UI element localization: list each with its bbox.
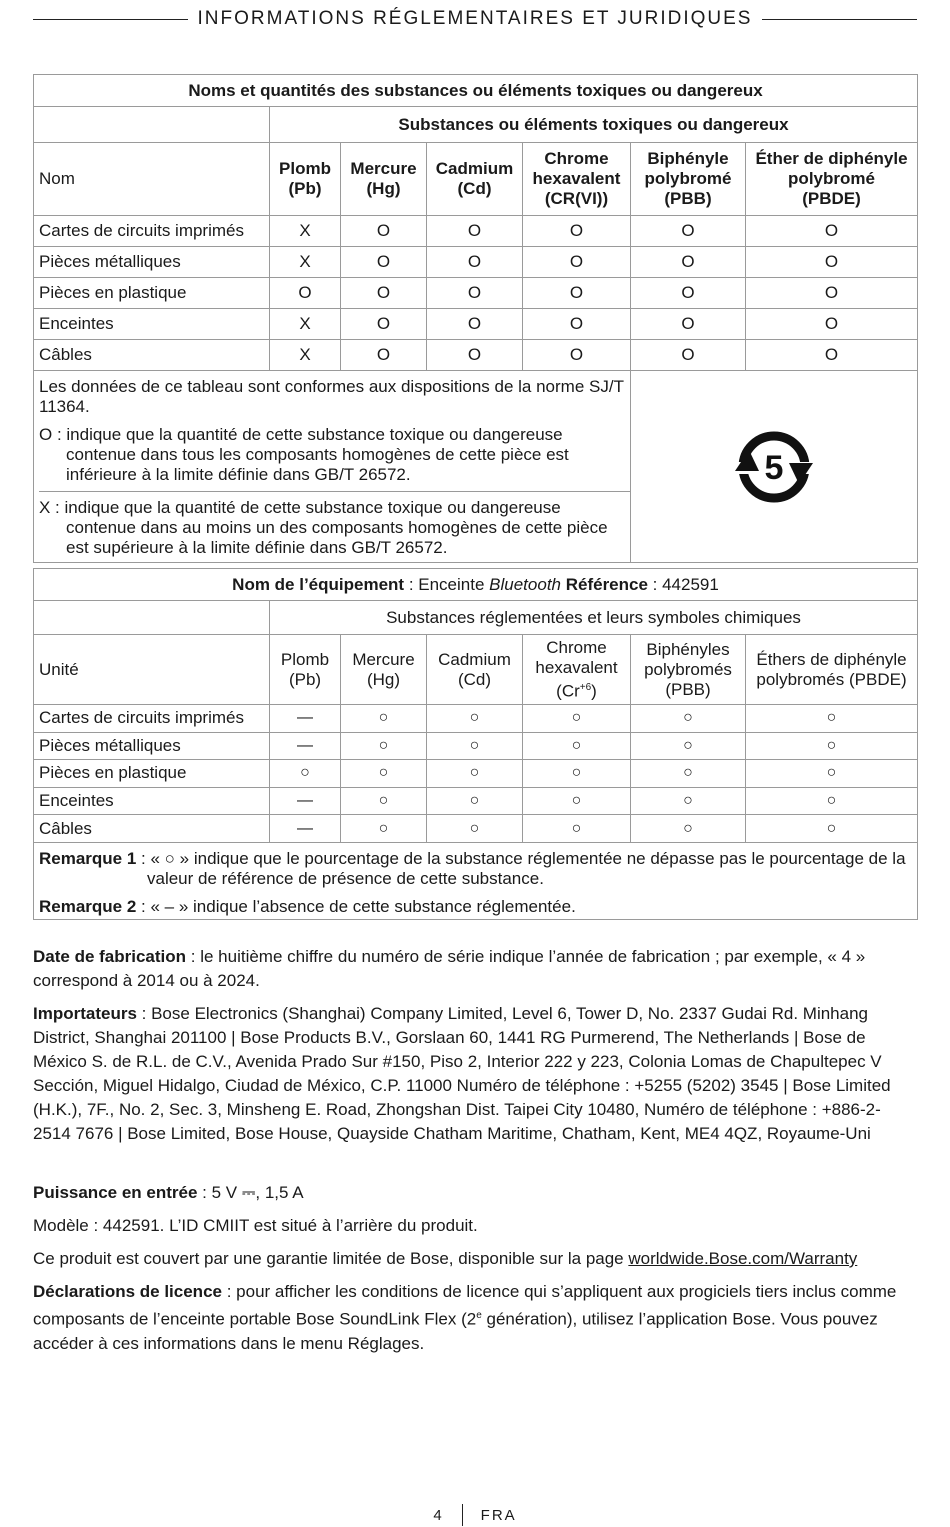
row-value: ○ bbox=[270, 760, 341, 788]
table1-col-header bbox=[270, 143, 341, 216]
col-header-line: Éther de diphényle bbox=[755, 149, 908, 168]
manufacture-date-text: : le huitième chiffre du numéro de série indique l’année de fabrication ; par exemple, « 4 » correspond à 2014 ou à 2024. bbox=[33, 947, 866, 990]
header-rule-left bbox=[33, 19, 188, 20]
table-row bbox=[34, 340, 918, 371]
importers-label: Importateurs bbox=[33, 1004, 137, 1023]
row-value: O bbox=[746, 278, 918, 309]
row-value: O bbox=[746, 309, 918, 340]
row-value: O bbox=[631, 247, 746, 278]
row-value: — bbox=[270, 787, 341, 815]
row-value: O bbox=[270, 278, 341, 309]
row-value: ○ bbox=[746, 815, 918, 843]
epup-logo-cell bbox=[631, 371, 918, 563]
row-value: X bbox=[270, 216, 341, 247]
row-value: O bbox=[427, 278, 523, 309]
page-header bbox=[33, 6, 917, 32]
table1-empty-cell bbox=[34, 107, 270, 143]
row-value: O bbox=[341, 278, 427, 309]
page-number: 4 bbox=[433, 1506, 444, 1524]
row-name: Câbles bbox=[34, 340, 270, 371]
table2-col-header bbox=[341, 635, 427, 705]
row-value: O bbox=[631, 309, 746, 340]
table1-col-header bbox=[746, 143, 918, 216]
row-value: — bbox=[270, 705, 341, 733]
remark-2-text: : « – » indique l’absence de cette substance réglementée. bbox=[136, 896, 576, 916]
power-label: Puissance en entrée bbox=[33, 1183, 198, 1202]
reference-value: : 442591 bbox=[647, 574, 719, 594]
row-value: ○ bbox=[746, 787, 918, 815]
row-value: — bbox=[270, 732, 341, 760]
row-value: ○ bbox=[341, 732, 427, 760]
col-header-line: Mercure bbox=[350, 159, 417, 178]
row-value: ○ bbox=[746, 760, 918, 788]
footer-separator bbox=[462, 1504, 463, 1526]
manufacture-date-label: Date de fabrication bbox=[33, 947, 187, 966]
row-value: O bbox=[427, 247, 523, 278]
col-header-line: (PBDE) bbox=[802, 189, 861, 208]
col-header-line: Plomb bbox=[280, 649, 330, 669]
col-header-line: Éthers de diphényle bbox=[756, 649, 907, 669]
row-name: Pièces métalliques bbox=[34, 732, 270, 760]
remark-1 bbox=[39, 849, 912, 889]
table-row bbox=[34, 309, 918, 340]
remark-1-text: : « ○ » indique que le pourcentage de la substance réglementée ne dépasse pas le pourcentage de la valeur de référence de présence de cette substance. bbox=[136, 848, 906, 888]
page-footer bbox=[0, 1503, 950, 1527]
col-header-line: polybromé bbox=[644, 169, 732, 188]
col-header-line: Cadmium bbox=[438, 649, 511, 669]
col-header-line: polybromés bbox=[644, 659, 732, 679]
row-value: ○ bbox=[341, 787, 427, 815]
row-name: Pièces en plastique bbox=[34, 278, 270, 309]
table1-title: Noms et quantités des substances ou éléments toxiques ou dangereux bbox=[34, 75, 918, 107]
row-value: O bbox=[523, 309, 631, 340]
table2-col-header bbox=[270, 635, 341, 705]
col-header-line: (PBB) bbox=[664, 189, 712, 208]
table1-col-header bbox=[523, 143, 631, 216]
license-text-a: : pour afficher les conditions de licence qui s’appliquent aux progiciels tiers inclus comme composants de l’enceinte portable Bose SoundLink Flex (2 bbox=[33, 1282, 897, 1329]
table-row bbox=[34, 815, 918, 843]
col-header-line: hexavalent bbox=[535, 657, 618, 677]
table2-col-header bbox=[631, 635, 746, 705]
row-name: Cartes de circuits imprimés bbox=[34, 216, 270, 247]
row-value: ○ bbox=[631, 732, 746, 760]
col-header-line: hexavalent bbox=[532, 169, 621, 188]
page-title: INFORMATIONS RÉGLEMENTAIRES ET JURIDIQUES bbox=[197, 8, 753, 29]
reference-label: Référence bbox=[561, 574, 648, 594]
row-value: O bbox=[523, 247, 631, 278]
hazardous-substances-table bbox=[33, 74, 918, 563]
row-value: ○ bbox=[341, 815, 427, 843]
table1-notes bbox=[34, 371, 631, 563]
table-row bbox=[34, 787, 918, 815]
row-value: ○ bbox=[631, 787, 746, 815]
row-name: Pièces en plastique bbox=[34, 760, 270, 788]
row-value: — bbox=[270, 815, 341, 843]
col-header-line: (Hg) bbox=[366, 179, 401, 198]
table1-note-x: X : indique que la quantité de cette substance toxique ou dangereuse contenue dans au moins un des composants homogènes de cette pièce est supérieure à la limite définie dans GB/T 26572. bbox=[39, 498, 608, 557]
row-value: ○ bbox=[341, 705, 427, 733]
row-value: O bbox=[427, 340, 523, 371]
row-value: ○ bbox=[746, 732, 918, 760]
row-value: ○ bbox=[427, 760, 523, 788]
importers-text: : Bose Electronics (Shanghai) Company Limited, Level 6, Tower D, No. 2337 Gudai Rd. Minhang District, Shanghai 201100 | Bose Products B.V., Gorslaan 60, 1441 RG Purmerend, The Netherlands | Bose de México S. de R.L. de C.V., Avenida Prado Sur #150, Piso 2, Interior 222 y 223, Colonia Lomas de Chapultepec V Sección, Miguel Hidalgo, Ciudad de México, C.P. 11000 Numéro de téléphone : +5255 (5202) 3545 | Bose Limited (H.K.), 7F., No. 2, Sec. 3, Minsheng E. Road, Zhongshan Dist. Taipei City 10480, Numéro de téléphone : +886-2-2514 7676 | Bose Limited, Bose House, Quayside Chatham Maritime, Chatham, Kent, ME4 4QZ, Royaume-Uni bbox=[33, 1004, 891, 1143]
epup-recycle-icon bbox=[733, 430, 815, 504]
warranty-text: Ce produit est couvert par une garantie limitée de Bose, disponible sur la page bbox=[33, 1249, 629, 1268]
table2-col-header bbox=[746, 635, 918, 705]
col-header-line: Biphényles bbox=[646, 639, 730, 659]
table1-col-name: Nom bbox=[34, 143, 270, 216]
row-value: ○ bbox=[523, 760, 631, 788]
warranty-link[interactable]: worldwide.Bose.com/Warranty bbox=[628, 1249, 858, 1268]
power-paragraph bbox=[33, 1181, 917, 1205]
col-header-line: polybromé bbox=[788, 169, 875, 188]
row-name: Enceintes bbox=[34, 787, 270, 815]
row-value: ○ bbox=[427, 815, 523, 843]
table-row bbox=[34, 278, 918, 309]
row-value: O bbox=[427, 309, 523, 340]
row-value: O bbox=[523, 278, 631, 309]
col-header-line: $(Cr^{+6})$ bbox=[556, 681, 597, 701]
row-value: ○ bbox=[746, 705, 918, 733]
row-value: O bbox=[746, 340, 918, 371]
table2-col-header bbox=[427, 635, 523, 705]
col-header-line: Chrome bbox=[544, 149, 609, 168]
row-value: O bbox=[523, 340, 631, 371]
table-row bbox=[34, 705, 918, 733]
language-code: FRA bbox=[480, 1506, 517, 1524]
header-rule-right bbox=[762, 19, 917, 20]
row-value: ○ bbox=[427, 705, 523, 733]
row-value: ○ bbox=[631, 815, 746, 843]
row-value: O bbox=[746, 247, 918, 278]
row-value: O bbox=[427, 216, 523, 247]
row-name: Câbles bbox=[34, 815, 270, 843]
license-sup: e bbox=[476, 1310, 482, 1321]
remark-2 bbox=[39, 889, 912, 919]
col-header-line: (Cd) bbox=[457, 179, 492, 198]
table-row bbox=[34, 760, 918, 788]
col-header-line: Mercure bbox=[352, 649, 415, 669]
table2-group-header: Substances réglementées et leurs symboles chimiques bbox=[270, 601, 918, 635]
row-value: ○ bbox=[427, 732, 523, 760]
row-value: O bbox=[631, 340, 746, 371]
row-value: O bbox=[631, 216, 746, 247]
row-name: Pièces métalliques bbox=[34, 247, 270, 278]
restricted-substances-table bbox=[33, 568, 918, 920]
col-header-line: (Pb) bbox=[288, 179, 322, 198]
equipment-label: Nom de l’équipement bbox=[232, 574, 405, 594]
manufacture-date-paragraph bbox=[33, 945, 917, 993]
row-value: X bbox=[270, 309, 341, 340]
table1-note-main: Les données de ce tableau sont conformes aux dispositions de la norme SJ/T 11364. bbox=[39, 377, 624, 416]
table2-empty-cell bbox=[34, 601, 270, 635]
row-value: ○ bbox=[341, 760, 427, 788]
row-value: O bbox=[523, 216, 631, 247]
table2-col-header bbox=[523, 635, 631, 705]
license-text-b: génération), utilisez l’application Bose. Vous pouvez accéder à ces informations dans le menu Réglages. bbox=[33, 1309, 878, 1353]
table1-col-header bbox=[631, 143, 746, 216]
remark-2-label: Remarque 2 bbox=[39, 896, 137, 916]
col-header-line: Plomb bbox=[279, 159, 331, 178]
col-header-line: (Hg) bbox=[366, 669, 401, 689]
col-header-line: (CR(VI)) bbox=[544, 189, 609, 208]
table1-col-header bbox=[427, 143, 523, 216]
row-name: Enceintes bbox=[34, 309, 270, 340]
row-value: O bbox=[341, 216, 427, 247]
row-value: ○ bbox=[523, 815, 631, 843]
table-row bbox=[34, 732, 918, 760]
table2-remarks bbox=[34, 842, 918, 919]
power-text: : 5 V ⎓, 1,5 A bbox=[197, 1183, 304, 1202]
row-value: X bbox=[270, 340, 341, 371]
row-value: ○ bbox=[523, 705, 631, 733]
equipment-sep: : Enceinte bbox=[404, 574, 490, 594]
col-header-line: (Cd) bbox=[457, 669, 492, 689]
model-paragraph: Modèle : 442591. L’ID CMIIT est situé à l’arrière du produit. bbox=[33, 1216, 478, 1235]
row-name: Cartes de circuits imprimés bbox=[34, 705, 270, 733]
epup-number: 5 bbox=[764, 448, 784, 487]
row-value: O bbox=[746, 216, 918, 247]
row-value: O bbox=[341, 247, 427, 278]
equipment-line bbox=[34, 569, 918, 601]
col-header-line: Chrome bbox=[546, 637, 607, 657]
row-value: O bbox=[341, 340, 427, 371]
row-value: ○ bbox=[631, 760, 746, 788]
col-header-line: Biphényle bbox=[647, 149, 729, 168]
importers-paragraph bbox=[33, 1002, 917, 1146]
license-label: Déclarations de licence bbox=[33, 1282, 222, 1301]
equipment-bluetooth: Bluetooth bbox=[489, 574, 561, 594]
table2-col-name: Unité bbox=[34, 635, 270, 705]
table-row bbox=[34, 216, 918, 247]
table1-note-o: O : indique que la quantité de cette substance toxique ou dangereuse contenue dans tous les composants homogènes de cette pièce est inférieure à la limite définie dans GB/T 26572. bbox=[39, 423, 630, 492]
license-paragraph bbox=[33, 1280, 917, 1356]
row-value: ○ bbox=[631, 705, 746, 733]
col-header-line: polybromés (PBDE) bbox=[756, 669, 907, 689]
warranty-paragraph bbox=[33, 1247, 917, 1271]
remark-1-label: Remarque 1 bbox=[39, 848, 137, 868]
row-value: ○ bbox=[523, 787, 631, 815]
row-value: X bbox=[270, 247, 341, 278]
table1-col-header bbox=[341, 143, 427, 216]
col-header-line: Cadmium bbox=[435, 159, 514, 178]
col-header-line: (Pb) bbox=[288, 669, 322, 689]
table1-group-header: Substances ou éléments toxiques ou dangereux bbox=[270, 107, 918, 143]
row-value: O bbox=[341, 309, 427, 340]
row-value: ○ bbox=[427, 787, 523, 815]
row-value: ○ bbox=[523, 732, 631, 760]
col-header-line: (PBB) bbox=[665, 679, 711, 699]
row-value: O bbox=[631, 278, 746, 309]
table-row bbox=[34, 247, 918, 278]
